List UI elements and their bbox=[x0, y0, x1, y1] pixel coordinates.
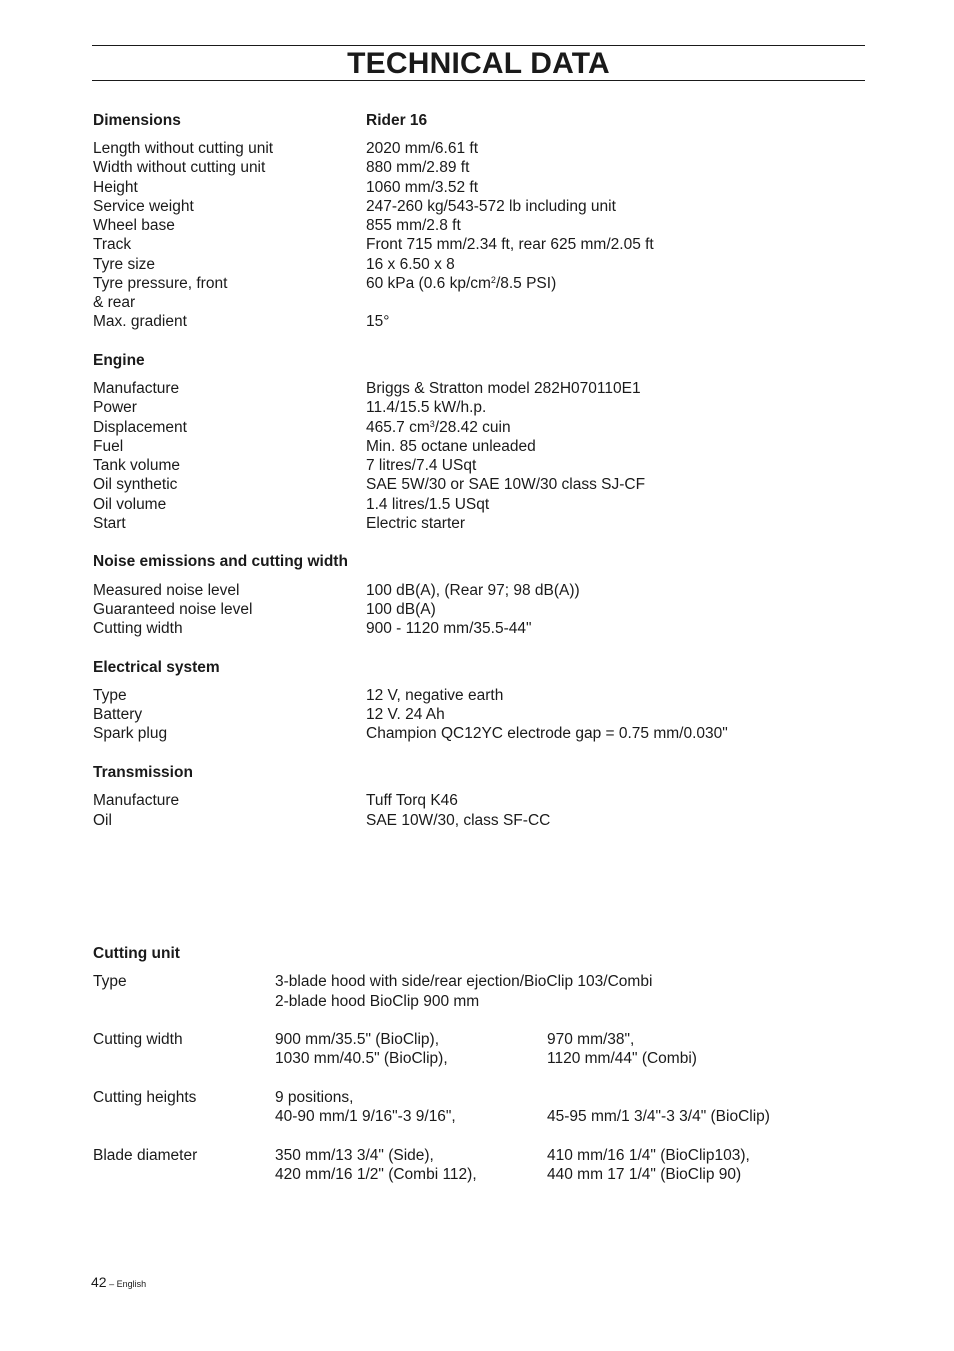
spec-value: 12 V, negative earth bbox=[366, 687, 504, 704]
spec-value bbox=[366, 418, 511, 437]
spec-value: 45-95 mm/1 3/4"-3 3/4" (BioClip) bbox=[547, 1108, 770, 1125]
spec-value: 900 mm/35.5" (BioClip), bbox=[275, 1031, 440, 1048]
engine-heading: Engine bbox=[93, 352, 145, 369]
spec-label: Guaranteed noise level bbox=[93, 601, 253, 618]
model-heading: Rider 16 bbox=[366, 112, 428, 129]
spec-value: 420 mm/16 1/2" (Combi 112), bbox=[275, 1166, 477, 1183]
spec-value: 100 dB(A), (Rear 97; 98 dB(A)) bbox=[366, 582, 580, 599]
spec-label: Oil synthetic bbox=[93, 476, 178, 493]
spec-value: 40-90 mm/1 9/16"-3 9/16", bbox=[275, 1108, 456, 1125]
spec-label: Battery bbox=[93, 706, 143, 723]
spec-label: Track bbox=[93, 236, 132, 253]
spec-value: 2-blade hood BioClip 900 mm bbox=[275, 993, 480, 1010]
spec-value: 440 mm 17 1/4" (BioClip 90) bbox=[547, 1166, 742, 1183]
spec-label: Blade diameter bbox=[93, 1147, 198, 1164]
title-underline bbox=[92, 80, 865, 81]
spec-value: 9 positions, bbox=[275, 1089, 354, 1106]
spec-label: Cutting heights bbox=[93, 1089, 197, 1106]
spec-label: Type bbox=[93, 973, 127, 990]
superscript: 2 bbox=[490, 275, 496, 285]
spec-value: 1.4 litres/1.5 USqt bbox=[366, 496, 490, 513]
spec-label: Service weight bbox=[93, 198, 194, 215]
spec-value: 11.4/15.5 kW/h.p. bbox=[366, 399, 487, 416]
value-text: 60 kPa (0.6 kp/cm bbox=[366, 275, 491, 292]
spec-value: Champion QC12YC electrode gap = 0.75 mm/0.030" bbox=[366, 725, 728, 742]
page-title: TECHNICAL DATA bbox=[347, 47, 610, 80]
spec-label: Power bbox=[93, 399, 137, 416]
spec-label: Manufacture bbox=[93, 380, 180, 397]
spec-value: SAE 10W/30, class SF-CC bbox=[366, 812, 551, 829]
dimensions-heading: Dimensions bbox=[93, 112, 181, 129]
spec-value: 900 - 1120 mm/35.5-44" bbox=[366, 620, 532, 637]
spec-label: Spark plug bbox=[93, 725, 168, 742]
spec-label: Max. gradient bbox=[93, 313, 187, 330]
spec-value: 100 dB(A) bbox=[366, 601, 436, 618]
spec-value bbox=[366, 274, 556, 293]
spec-label: Cutting width bbox=[93, 620, 183, 637]
spec-value: 880 mm/2.89 ft bbox=[366, 159, 470, 176]
page-number: 42 bbox=[91, 1274, 107, 1290]
noise-heading: Noise emissions and cutting width bbox=[93, 553, 348, 570]
spec-value: 247-260 kg/543-572 lb including unit bbox=[366, 198, 616, 215]
spec-value: 1030 mm/40.5" (BioClip), bbox=[275, 1050, 448, 1067]
spec-value: 410 mm/16 1/4" (BioClip103), bbox=[547, 1147, 750, 1164]
spec-value: Tuff Torq K46 bbox=[366, 792, 458, 809]
cutting-unit-heading: Cutting unit bbox=[93, 945, 180, 962]
footer-language: – English bbox=[106, 1279, 147, 1289]
superscript: 3 bbox=[429, 419, 435, 429]
spec-value: Min. 85 octane unleaded bbox=[366, 438, 536, 455]
spec-label: Measured noise level bbox=[93, 582, 240, 599]
value-text: /8.5 PSI) bbox=[495, 275, 557, 292]
spec-label: Width without cutting unit bbox=[93, 159, 266, 176]
spec-label: Oil volume bbox=[93, 496, 167, 513]
transmission-heading: Transmission bbox=[93, 764, 193, 781]
spec-value: 970 mm/38", bbox=[547, 1031, 635, 1048]
spec-value: 3-blade hood with side/rear ejection/BioClip 103/Combi bbox=[275, 973, 653, 990]
spec-label: Oil bbox=[93, 812, 112, 829]
page-footer bbox=[91, 1274, 146, 1290]
spec-label: Length without cutting unit bbox=[93, 140, 274, 157]
spec-label: Cutting width bbox=[93, 1031, 183, 1048]
spec-value: 1060 mm/3.52 ft bbox=[366, 179, 479, 196]
spec-value: Briggs & Stratton model 282H070110E1 bbox=[366, 380, 641, 397]
spec-label-continued: & rear bbox=[93, 294, 136, 311]
spec-label: Displacement bbox=[93, 419, 187, 436]
spec-label: Tyre pressure, front bbox=[93, 275, 228, 292]
spec-value: SAE 5W/30 or SAE 10W/30 class SJ-CF bbox=[366, 476, 646, 493]
value-text: 465.7 cm bbox=[366, 419, 430, 436]
spec-value: 855 mm/2.8 ft bbox=[366, 217, 461, 234]
spec-value: 1120 mm/44" (Combi) bbox=[547, 1050, 697, 1067]
spec-label: Tank volume bbox=[93, 457, 181, 474]
spec-label: Type bbox=[93, 687, 127, 704]
spec-value: 7 litres/7.4 USqt bbox=[366, 457, 477, 474]
spec-value: 2020 mm/6.61 ft bbox=[366, 140, 479, 157]
spec-label: Start bbox=[93, 515, 126, 532]
spec-label: Height bbox=[93, 179, 138, 196]
spec-value: 12 V. 24 Ah bbox=[366, 706, 445, 723]
spec-label: Tyre size bbox=[93, 256, 156, 273]
value-text: /28.42 cuin bbox=[434, 419, 511, 436]
spec-label: Wheel base bbox=[93, 217, 175, 234]
spec-value: 16 x 6.50 x 8 bbox=[366, 256, 455, 273]
spec-value: Electric starter bbox=[366, 515, 466, 532]
spec-value: Front 715 mm/2.34 ft, rear 625 mm/2.05 ft bbox=[366, 236, 654, 253]
spec-value: 350 mm/13 3/4" (Side), bbox=[275, 1147, 434, 1164]
spec-value: 15° bbox=[366, 313, 390, 330]
spec-label: Manufacture bbox=[93, 792, 180, 809]
electrical-heading: Electrical system bbox=[93, 659, 220, 676]
spec-label: Fuel bbox=[93, 438, 124, 455]
